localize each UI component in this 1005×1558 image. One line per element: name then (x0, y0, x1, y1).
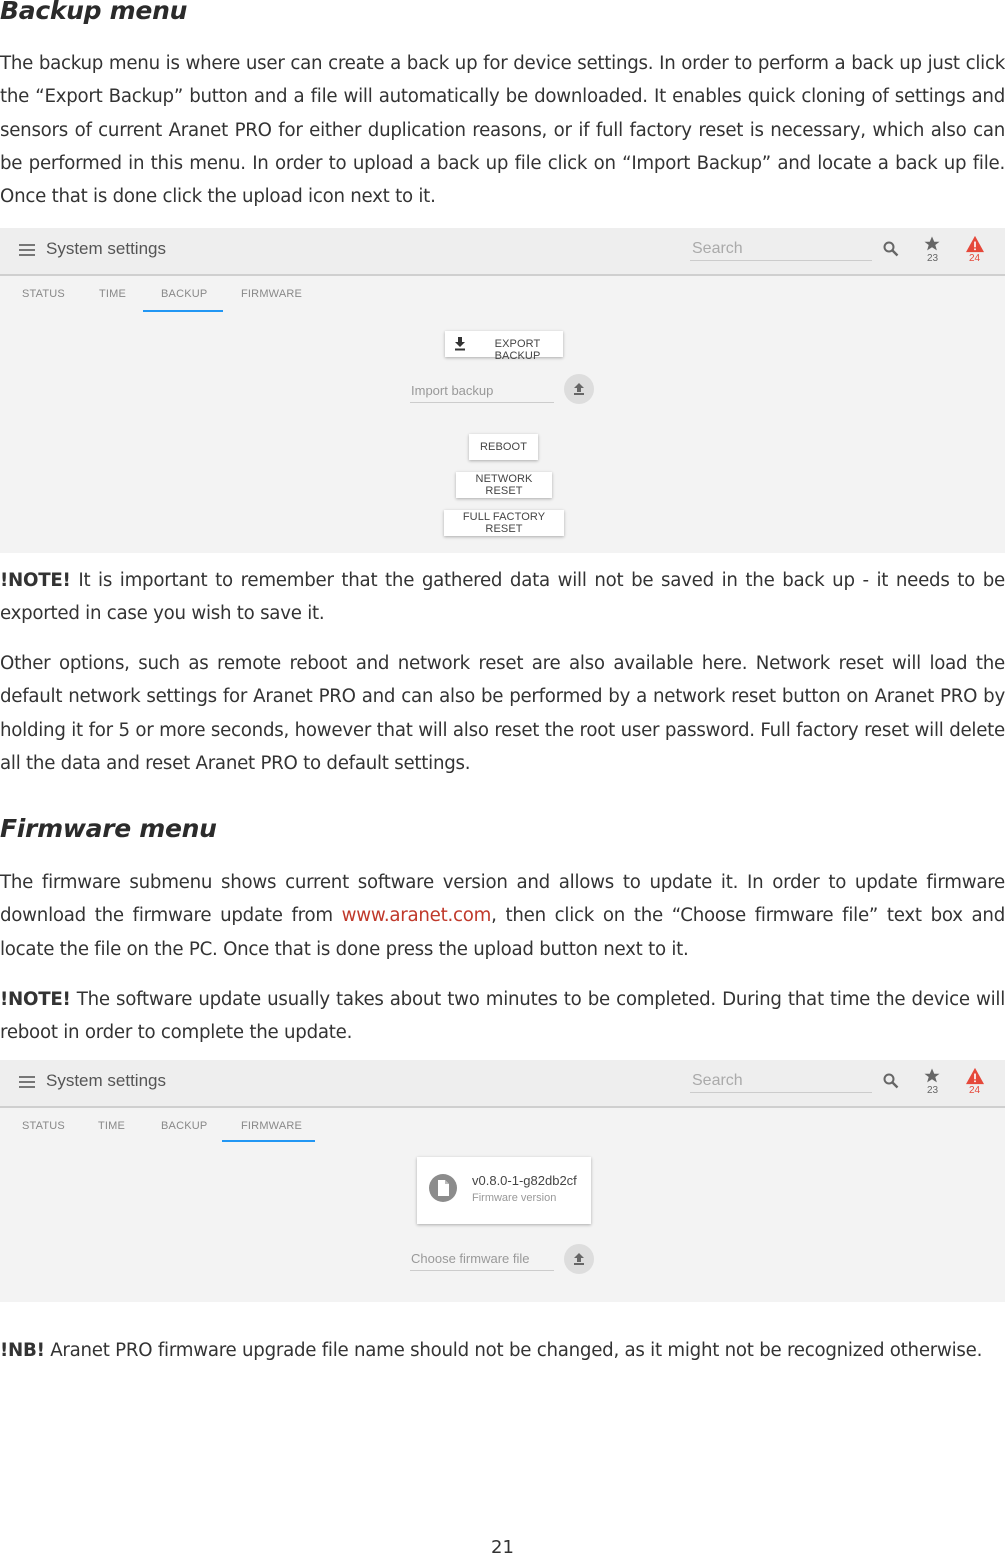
firmware-note-text: The software update usually takes about two minutes to be completed. During that time the device will reboot in order to complete the update. (0, 989, 1005, 1044)
app-title: System settings (46, 1071, 166, 1090)
import-backup-placeholder: Import backup (411, 383, 494, 398)
firmware-upload-button[interactable] (564, 1244, 594, 1274)
tab-backup[interactable]: BACKUP (161, 288, 208, 300)
app-bar (0, 1060, 1005, 1108)
firmware-nb-text: Aranet PRO firmware upgrade file name should not be changed, as it might not be recognized otherwise. (44, 1340, 983, 1361)
alert-count: 24 (969, 253, 981, 264)
tab-bar (0, 284, 1005, 312)
download-icon (454, 337, 466, 351)
export-backup-label: EXPORT BACKUP (494, 338, 541, 362)
backup-note-label: !NOTE! (0, 570, 71, 591)
active-tab-indicator (222, 1140, 315, 1142)
tab-status[interactable]: STATUS (22, 1120, 65, 1132)
aranet-link[interactable]: www.aranet.com (341, 905, 492, 927)
firmware-version-value: v0.8.0-1-g82db2cf (472, 1173, 577, 1188)
choose-firmware-placeholder: Choose firmware file (411, 1251, 530, 1266)
full-factory-reset-button[interactable]: FULL FACTORY RESET (444, 510, 564, 536)
active-tab-indicator (143, 310, 223, 312)
backup-note (0, 564, 1005, 631)
firmware-heading: Firmware menu (0, 814, 217, 843)
reboot-button[interactable]: REBOOT (469, 434, 538, 460)
search-input[interactable] (690, 238, 872, 261)
file-icon (429, 1174, 457, 1202)
tab-backup[interactable]: BACKUP (161, 1120, 208, 1132)
network-reset-button[interactable]: NETWORK RESET (456, 472, 552, 498)
firmware-version-label: Firmware version (472, 1192, 557, 1204)
alert-count: 24 (969, 1085, 981, 1096)
app-bar (0, 228, 1005, 276)
backup-screenshot (0, 228, 1005, 553)
tab-time[interactable]: TIME (98, 1120, 126, 1132)
export-backup-button[interactable] (445, 331, 563, 362)
star-icon[interactable] (923, 1067, 941, 1085)
choose-firmware-field[interactable] (410, 1248, 554, 1271)
tab-firmware[interactable]: FIRMWARE (241, 288, 303, 300)
import-backup-field[interactable] (410, 380, 554, 403)
page-number: 21 (491, 1537, 514, 1558)
backup-intro: The backup menu is where user can create a back up for device settings. In order to perform a back up just click the “Export Backup” button and a file will automatically be downloaded. It enables quick cloning of settings and sensors of current Aranet PRO for either duplication reasons, or if full factory reset is necessary, which also can be performed in this menu. In order to upload a back up file click on “Import Backup” and locate a back up file. Once that is done click the upload icon next to it. (0, 53, 1005, 208)
import-upload-button[interactable] (564, 374, 594, 404)
firmware-screenshot (0, 1060, 1005, 1302)
warning-icon[interactable] (965, 235, 985, 253)
star-count: 23 (927, 1085, 939, 1096)
backup-heading: Backup menu (0, 0, 188, 25)
firmware-intro (0, 866, 1005, 966)
search-icon[interactable] (883, 241, 899, 257)
firmware-nb (0, 1334, 1005, 1367)
upload-icon (572, 1252, 586, 1266)
upload-icon (572, 382, 586, 396)
search-input[interactable] (690, 1070, 872, 1093)
app-title: System settings (46, 239, 166, 258)
firmware-note (0, 983, 1005, 1050)
search-icon[interactable] (883, 1073, 899, 1089)
firmware-intro-end: , then click on the “Choose firmware file” text box and locate the file on the PC. Once that is done press the upload button next to it. (0, 905, 1005, 960)
backup-options-text: Other options, such as remote reboot and network reset are also available here. Network reset will load the default network settings for Aranet PRO and can also be performed by a network reset button on Aranet PRO by holding it for 5 or more seconds, however that will also reset the root user password. Full factory reset will delete all the data and reset Aranet PRO to default settings. (0, 653, 1005, 774)
firmware-version-card (417, 1157, 591, 1224)
menu-icon[interactable] (19, 244, 35, 256)
backup-note-text: It is important to remember that the gathered data will not be saved in the back up - it needs to be exported in case you wish to save it. (0, 570, 1005, 625)
firmware-nb-label: !NB! (0, 1340, 45, 1361)
tab-firmware[interactable]: FIRMWARE (241, 1120, 303, 1132)
star-icon[interactable] (923, 235, 941, 253)
star-count: 23 (927, 253, 939, 264)
tab-bar (0, 1116, 1005, 1144)
warning-icon[interactable] (965, 1067, 985, 1085)
firmware-note-label: !NOTE! (0, 989, 71, 1010)
firmware-intro-start: The firmware submenu shows current software version and allows to update it. In order to update firmware download the firmware update from (0, 872, 1005, 927)
tab-status[interactable]: STATUS (22, 288, 65, 300)
menu-icon[interactable] (19, 1076, 35, 1088)
tab-time[interactable]: TIME (99, 288, 127, 300)
